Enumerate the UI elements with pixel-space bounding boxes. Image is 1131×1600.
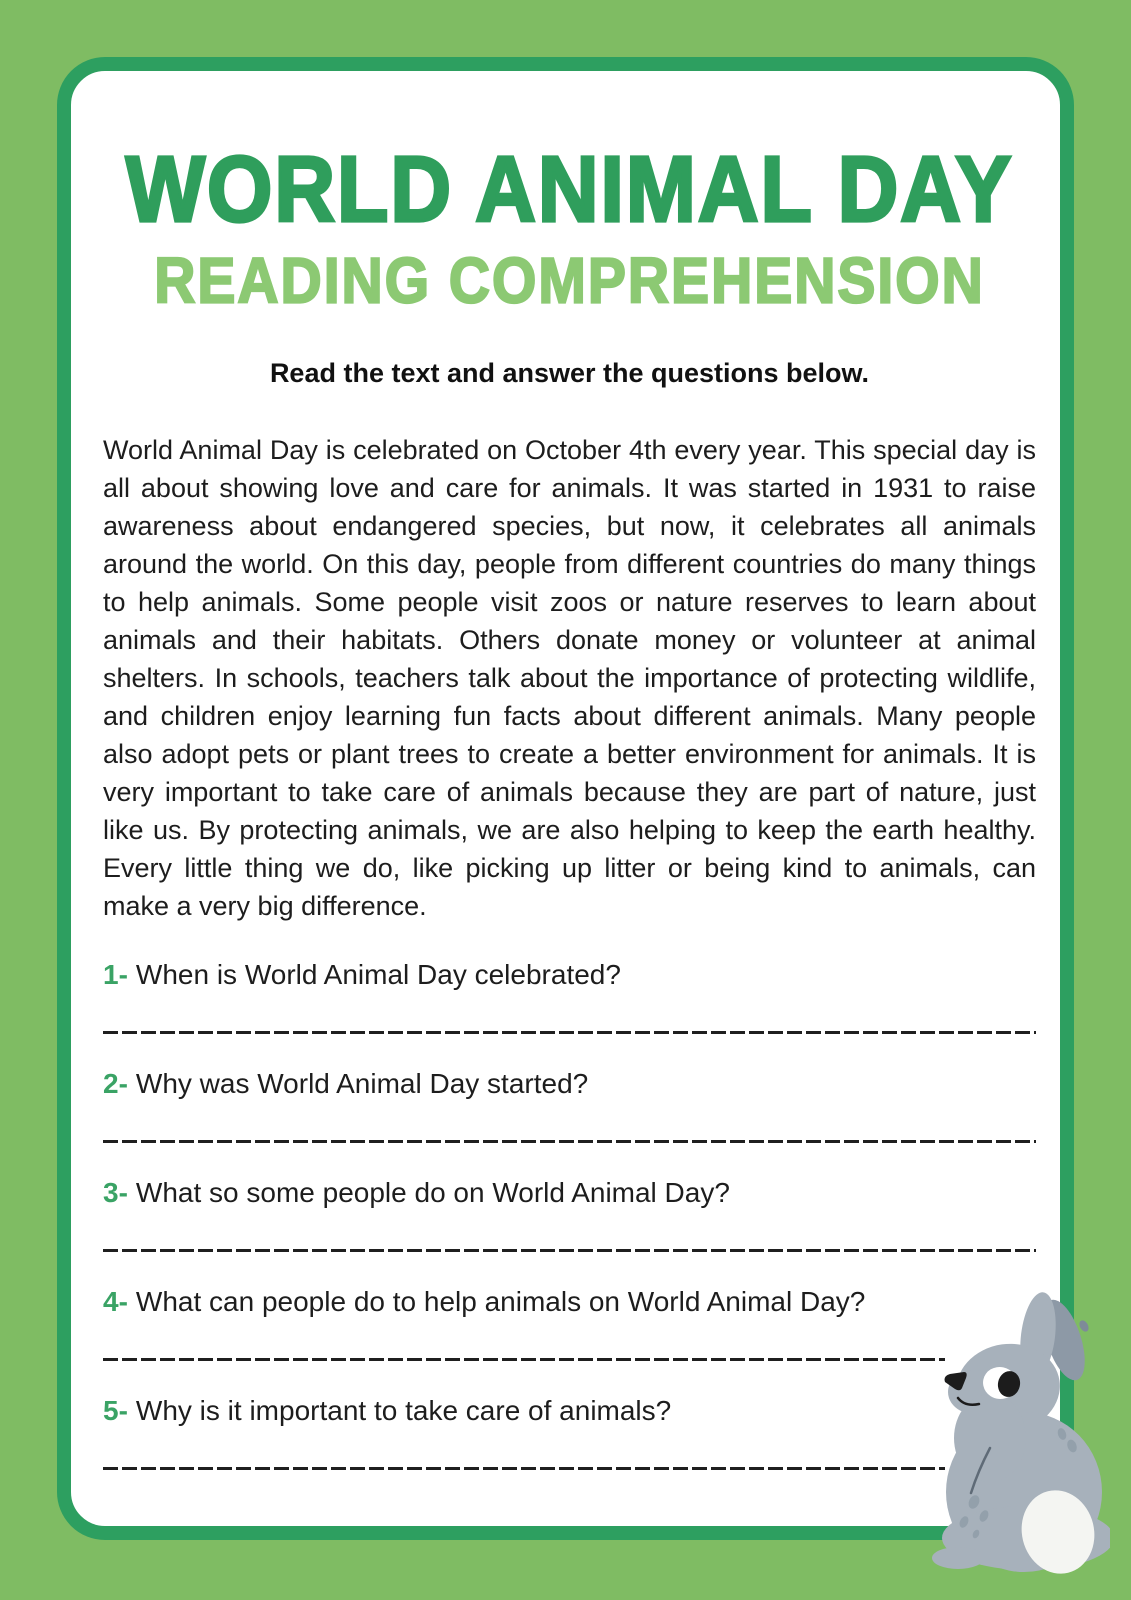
question-text: What so some people do on World Animal Day? [135, 1177, 730, 1208]
question-text: What can people do to help animals on World Animal Day? [135, 1286, 866, 1317]
worksheet-content [71, 71, 1060, 1526]
question-item-1 [103, 955, 1036, 1034]
question-item-4 [103, 1282, 1036, 1361]
question-row [103, 1391, 1036, 1431]
question-number: 1- [103, 959, 128, 990]
question-row [103, 1064, 1036, 1104]
question-row [103, 1282, 1036, 1322]
question-text: Why is it important to take care of animals? [135, 1395, 672, 1426]
question-row [103, 955, 1036, 995]
instruction-text: Read the text and answer the questions below. [269, 358, 870, 388]
rabbit-spot [1078, 1319, 1091, 1333]
passage-text: World Animal Day is celebrated on October 4th every year. This special day is all about showing love and care for animals. It was started in 1931 to raise awareness about endangered species, but now, it celebrates all animals around the world. On this day, people from different countries do many things to help animals. Some people visit zoos or nature reserves to learn about animals and their habitats. Others donate money or volunteer at animal shelters. In schools, teachers talk about the importance of protecting wildlife, and children enjoy learning fun facts about different animals. Many people also adopt pets or plant trees to create a better environment for animals. It is very important to take care of animals because they are part of nature, just like us. By protecting animals, we are also helping to keep the earth healthy. Every little thing we do, like picking up litter or being kind to animals, can make a very big difference. [103, 435, 1036, 921]
answer-line-3 [103, 1249, 1036, 1252]
question-text: When is World Animal Day celebrated? [135, 959, 621, 990]
worksheet-card [57, 57, 1074, 1540]
question-item-5 [103, 1391, 1036, 1470]
question-row [103, 1173, 1036, 1213]
answer-line-4 [103, 1358, 945, 1361]
rabbit-illustration [928, 1286, 1110, 1588]
question-item-3 [103, 1173, 1036, 1252]
question-number: 5- [103, 1395, 128, 1426]
question-number: 4- [103, 1286, 128, 1317]
rabbit-paw [932, 1547, 984, 1569]
answer-line-1 [103, 1031, 1036, 1034]
answer-line-5 [103, 1467, 945, 1470]
question-text: Why was World Animal Day started? [135, 1068, 589, 1099]
rabbit-chest [954, 1394, 1026, 1482]
page-title: WORLD ANIMAL DAY [125, 137, 1014, 241]
question-number: 2- [103, 1068, 128, 1099]
question-item-2 [103, 1064, 1036, 1143]
answer-line-2 [103, 1140, 1036, 1143]
question-number: 3- [103, 1177, 128, 1208]
page-subtitle: READING COMPREHENSION [154, 245, 985, 317]
